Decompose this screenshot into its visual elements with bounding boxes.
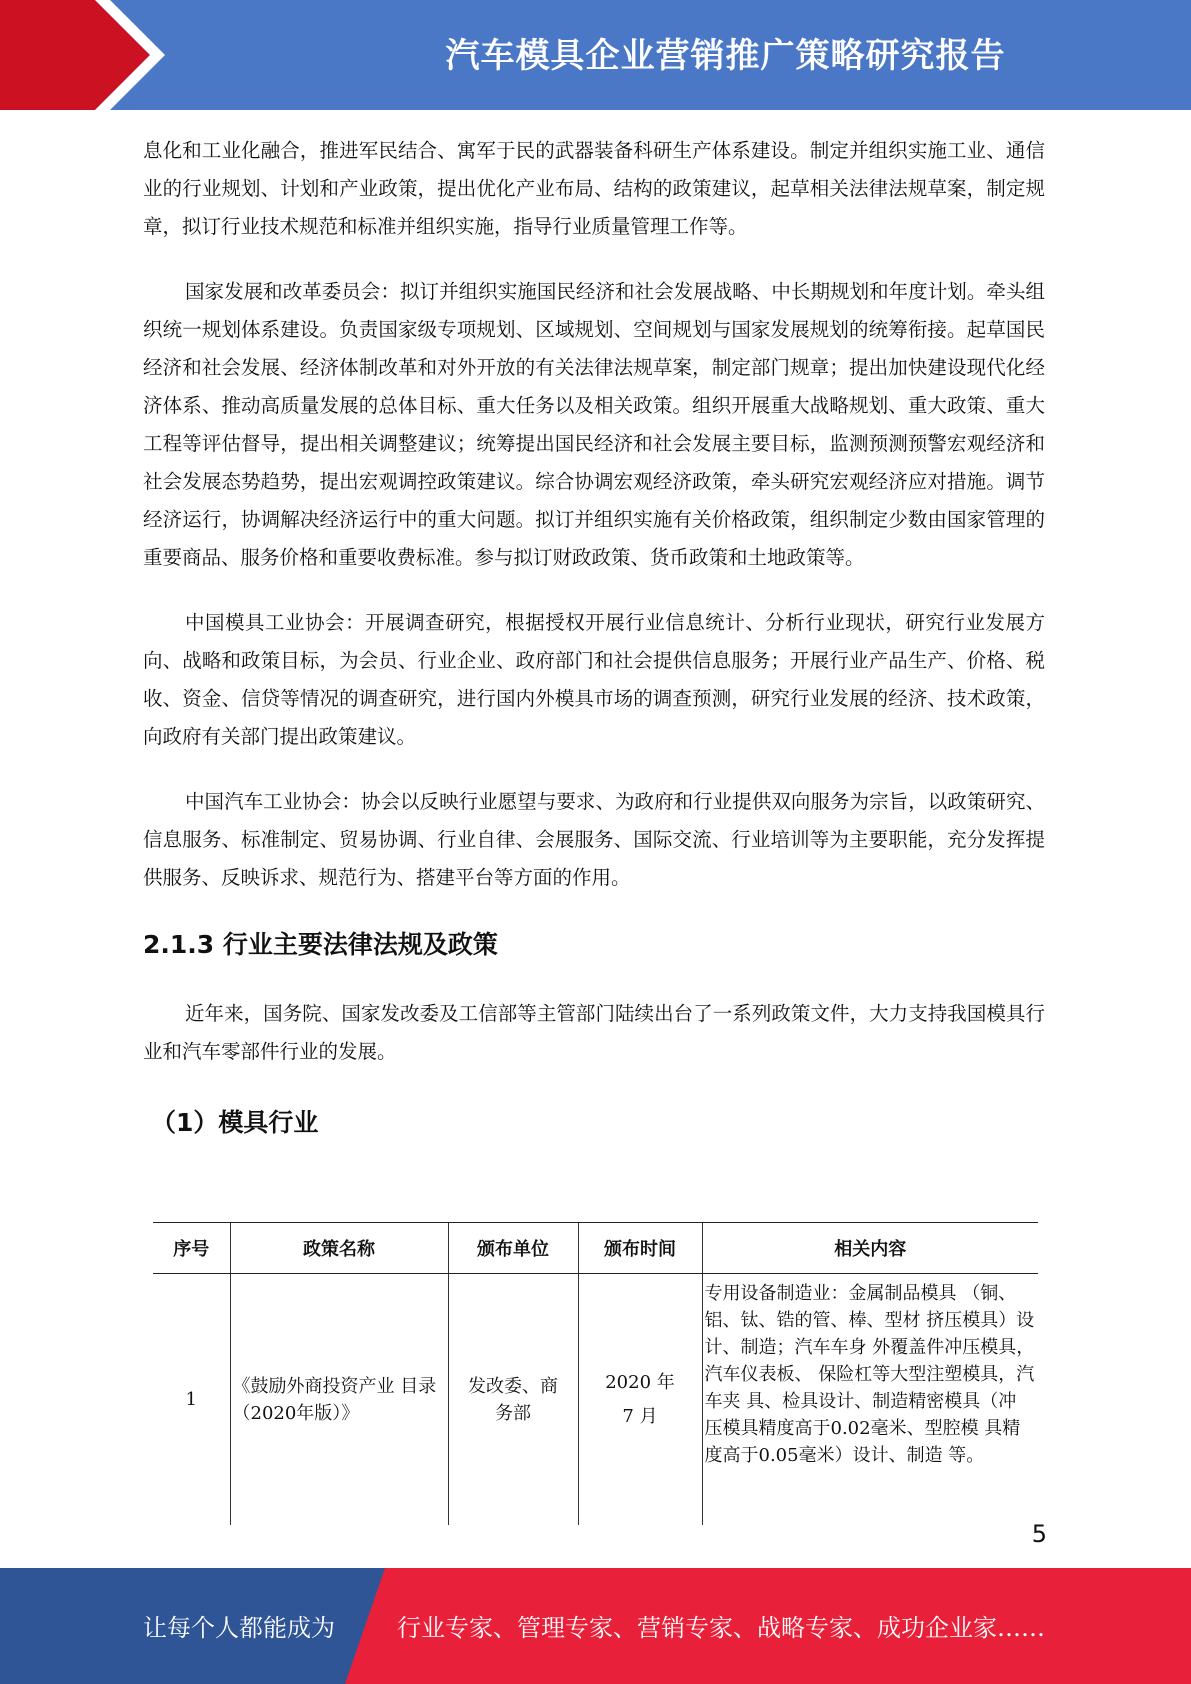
page-header [0, 0, 1191, 110]
policy-table [153, 1222, 1038, 1525]
page-footer [0, 1568, 1191, 1684]
sub-heading: （1）模具行业 [151, 1108, 319, 1137]
cell-date: 2020 年 7 月 [578, 1274, 702, 1526]
column-header-no: 序号 [153, 1223, 230, 1274]
table-header-row [153, 1223, 1038, 1274]
page-number: 5 [1031, 1520, 1047, 1548]
cell-no: 1 [185, 1389, 197, 1410]
section-heading: 2.1.3 行业主要法律法规及政策 [143, 930, 498, 959]
footer-slogan-right: 行业专家、管理专家、营销专家、战略专家、成功企业家…… [397, 1614, 1045, 1642]
cell-issuer: 发改委、商务部 [448, 1274, 578, 1526]
report-title: 汽车模具企业营销推广策略研究报告 [445, 36, 1006, 76]
cell-policy-name: 《鼓励外商投资产业 目录（2020年版）》 [230, 1274, 448, 1526]
paragraph-ndrc: 国家发展和改革委员会：拟订并组织实施国民经济和社会发展战略、中长期规划和年度计划。牵头组织统一规划体系建设。负责国家级专项规划、区域规划、空间规划与国家发展规划的统筹衔接。起草国民经济和社会发展、经济体制改革和对外开放的有关法律法规草案，制定部门规章；提出加快建设现代化经济体系、推动高质量发展的总体目标、重大任务以及相关政策。组织开展重大战略规划、重大政策、重大工程等评估督导，提出相关调整建议；统筹提出国民经济和社会发展主要目标，监测预测预警宏观经济和社会发展态势趋势，提出宏观调控政策建议。综合协调宏观经济政策，牵头研究宏观经济应对措施。调节经济运行，协调解决经济运行中的重大问题。拟订并组织实施有关价格政策，组织制定少数由国家管理的重要商品、服务价格和重要收费标准。参与拟订财政政策、货币政策和土地政策等。 [143, 280, 1045, 569]
page-body [143, 132, 1045, 1169]
column-header-issuer: 颁布单位 [448, 1223, 578, 1274]
paragraph-mould-association: 中国模具工业协会：开展调查研究，根据授权开展行业信息统计、分析行业现状，研究行业发展方向、战略和政策目标，为会员、行业企业、政府部门和社会提供信息服务；开展行业产品生产、价格、税收、资金、信贷等情况的调查研究，进行国内外模具市场的调查预测，研究行业发展的经济、技术政策，向政府有关部门提出政策建议。 [143, 611, 1045, 748]
paragraph-auto-association: 中国汽车工业协会：协会以反映行业愿望与要求、为政府和行业提供双向服务为宗旨，以政策研究、信息服务、标准制定、贸易协调、行业自律、会展服务、国际交流、行业培训等为主要职能，充分发挥提供服务、反映诉求、规范行为、搭建平台等方面的作用。 [143, 790, 1045, 889]
section-intro: 近年来，国务院、国家发改委及工信部等主管部门陆续出台了一系列政策文件，大力支持我国模具行业和汽车零部件行业的发展。 [143, 1002, 1045, 1063]
table-row [153, 1274, 1038, 1526]
column-header-content: 相关内容 [702, 1223, 1038, 1274]
column-header-date: 颁布时间 [578, 1223, 702, 1274]
column-header-name: 政策名称 [230, 1223, 448, 1274]
footer-slogan-left: 让每个人都能成为 [143, 1614, 335, 1642]
paragraph-continuation: 息化和工业化融合，推进军民结合、寓军于民的武器装备科研生产体系建设。制定并组织实施工业、通信业的行业规划、计划和产业政策，提出优化产业布局、结构的政策建议，起草相关法律法规草案，制定规章，拟订行业技术规范和标准并组织实施，指导行业质量管理工作等。 [143, 139, 1045, 238]
cell-content: 专用设备制造业：金属制品模具 （铜、铝、钛、锆的管、棒、型材 挤压模具）设计、制造；汽车车身 外覆盖件冲压模具，汽车仪表板、 保险杠等大型注塑模具，汽车夹 具、检具设计、制造精密模具（冲 压模具精度高于0.02毫米、型腔模 具精度高于0.05毫米）设计、制造 等。 [702, 1274, 1038, 1526]
